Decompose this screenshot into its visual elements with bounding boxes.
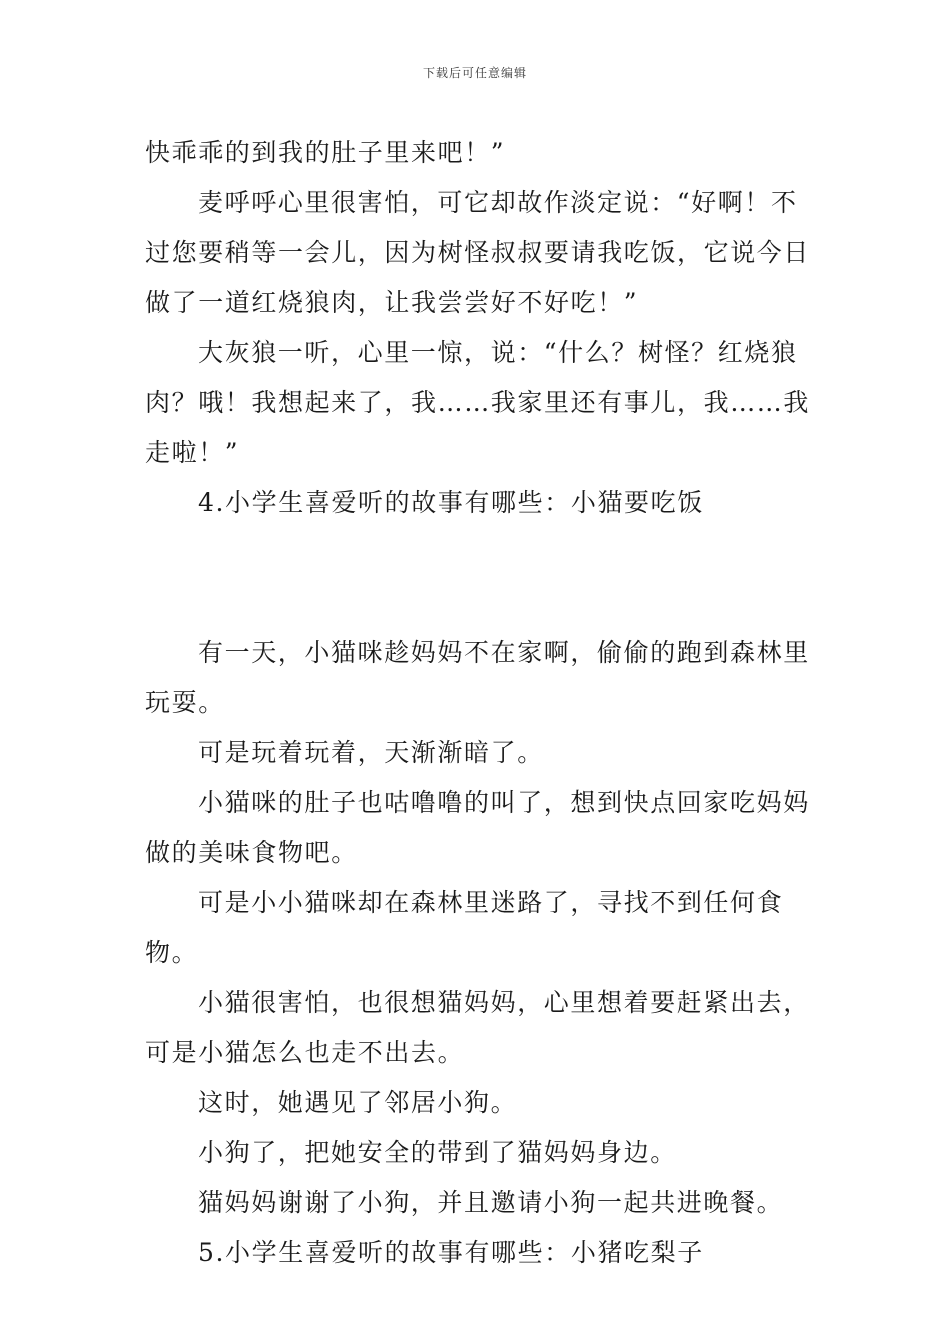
paragraph: 有一天，小猫咪趁妈妈不在家啊，偷偷的跑到森林里玩耍。 (145, 638, 810, 717)
paragraph: 快乖乖的到我的肚子里来吧！” (145, 138, 506, 167)
document-body (145, 128, 810, 1278)
paragraph: 猫妈妈谢谢了小狗，并且邀请小狗一起共进晚餐。 (198, 1188, 784, 1217)
page-header-note: 下载后可任意编辑 (422, 66, 527, 80)
blank-space (145, 528, 810, 628)
paragraph: 麦呼呼心里很害怕，可它却故作淡定说：“好啊！不过您要稍等一会儿，因为树怪叔叔要请我吃饭，它说今日做了一道红烧狼肉，让我尝尝好不好吃！” (145, 188, 811, 317)
paragraph: 可是玩着玩着，天渐渐暗了。 (198, 738, 544, 767)
paragraph: 大灰狼一听，心里一惊，说：“什么？树怪？红烧狼肉？哦！我想起来了，我……我家里还有事儿，我……我走啦！” (145, 338, 811, 467)
section-heading: 4.小学生喜爱听的故事有哪些：小猫要吃饭 (198, 488, 704, 517)
section-heading: 5.小学生喜爱听的故事有哪些：小猪吃梨子 (198, 1238, 704, 1267)
paragraph: 小猫咪的肚子也咕噜噜的叫了，想到快点回家吃妈妈做的美味食物吧。 (145, 788, 810, 867)
paragraph: 可是小小猫咪却在森林里迷路了，寻找不到任何食物。 (145, 888, 784, 967)
paragraph: 小猫很害怕，也很想猫妈妈，心里想着要赶紧出去，可是小猫怎么也走不出去。 (145, 988, 810, 1067)
paragraph: 小狗了，把她安全的带到了猫妈妈身边。 (198, 1138, 677, 1167)
paragraph: 这时，她遇见了邻居小狗。 (198, 1088, 518, 1117)
